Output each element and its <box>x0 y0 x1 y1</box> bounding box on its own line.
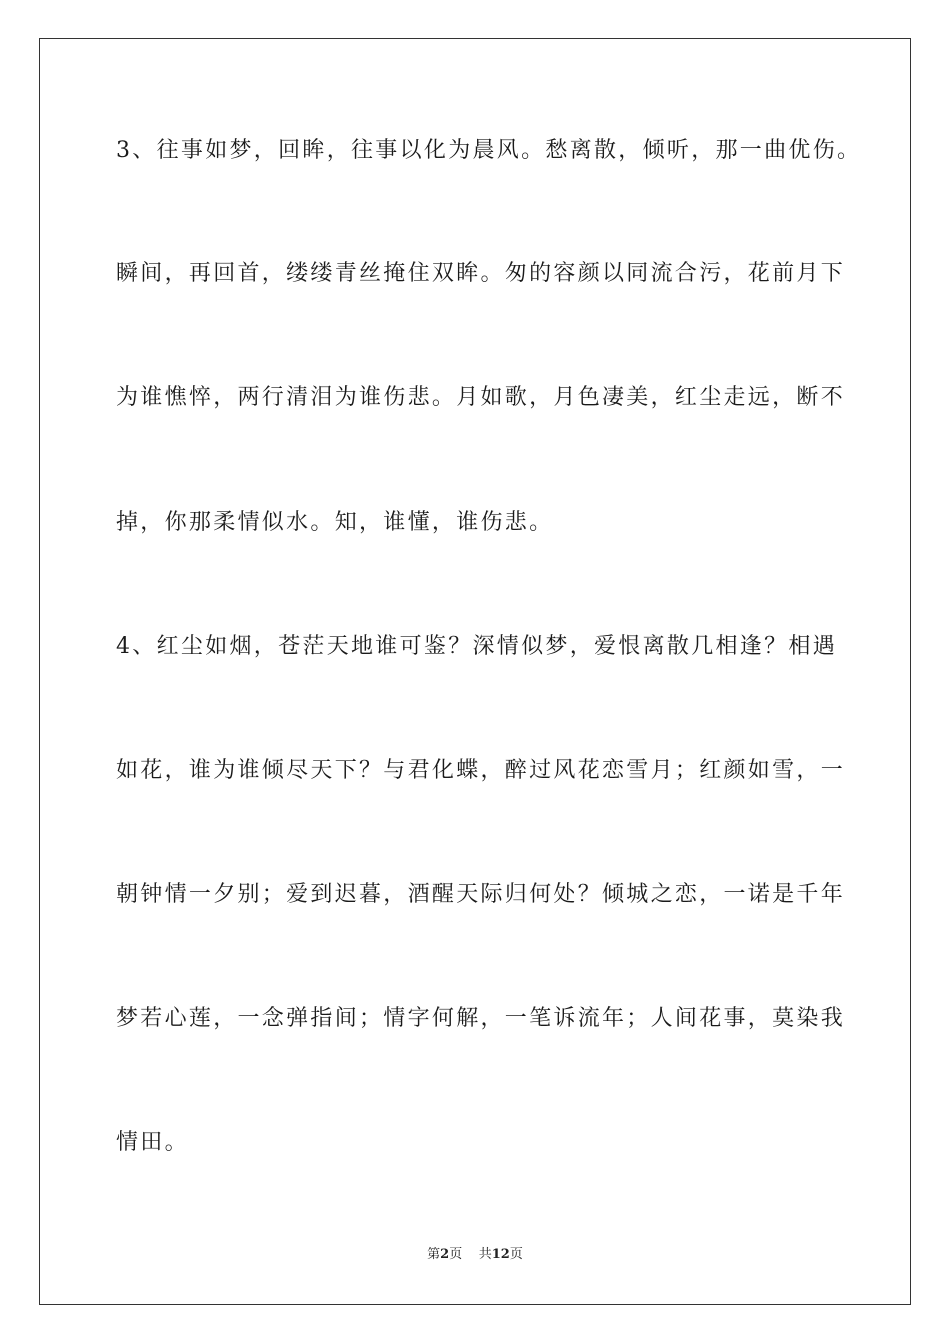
paragraph-line-9: 情田。 <box>116 1130 189 1155</box>
paragraph-line-3: 为谁憔悴，两行清泪为谁伤悲。月如歌，月色凄美，红尘走远，断不 <box>116 385 846 410</box>
paragraph-line-7: 朝钟情一夕别；爱到迟暮，酒醒天际归何处？倾城之恋，一诺是千年 <box>116 882 846 907</box>
page-number: 2 <box>440 1247 450 1262</box>
paragraph-line-5: 4、红尘如烟，苍茫天地谁可鉴？深情似梦，爱恨离散几相逢？相遇 <box>116 634 837 659</box>
total-label-suffix: 页 <box>509 1247 523 1262</box>
total-pages: 12 <box>491 1247 510 1262</box>
paragraph-line-2: 瞬间，再回首，缕缕青丝掩住双眸。匆的容颜以同流合污，花前月下 <box>116 261 846 286</box>
page-border <box>39 38 911 1305</box>
paragraph-line-6: 如花，谁为谁倾尽天下？与君化蝶，醉过风花恋雪月；红颜如雪，一 <box>116 758 846 783</box>
page-label-prefix: 第 <box>427 1247 441 1262</box>
page-footer <box>0 1246 950 1264</box>
total-label-prefix: 共 <box>478 1247 492 1262</box>
paragraph-line-8: 梦若心莲，一念弹指间；情字何解，一笔诉流年；人间花事，莫染我 <box>116 1006 846 1031</box>
paragraph-line-1: 3、往事如梦，回眸，往事以化为晨风。愁离散，倾听，那一曲优伤。 <box>116 138 862 163</box>
page-label-suffix: 页 <box>449 1247 463 1262</box>
paragraph-line-4: 掉，你那柔情似水。知，谁懂，谁伤悲。 <box>116 510 554 535</box>
